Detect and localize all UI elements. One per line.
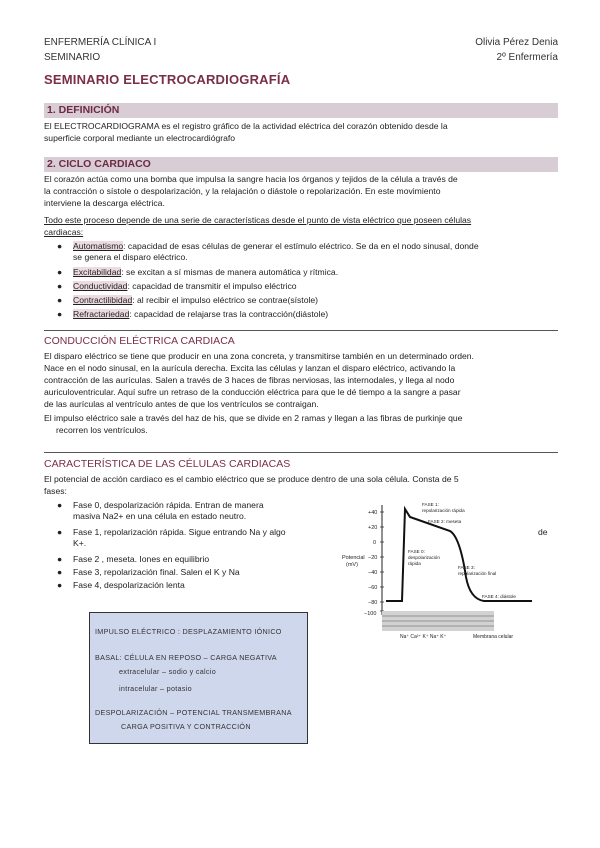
header-subject: ENFERMERÍA CLÍNICA I [44, 37, 157, 48]
membrane-label: Membrana celular [473, 634, 514, 640]
fase1-label: FASE 1: [422, 502, 439, 507]
conduccion-line-2: Nace en el nodo sinusal, en la aurícula derecha. Excita las células y lanzan el disparo eléctrico, activando la [44, 363, 456, 373]
conduccion-line-3: contracción de las aurículas. Salen a través de 3 haces de fibras nerviosas, las internodales, y llega al nodo [44, 375, 455, 385]
ciclo-p1-line-1: El corazón actúa como una bomba que impulsa la sangre hacia los órganos y tejidos de la célula a través de [44, 174, 458, 184]
figure-ylabel-1: Potencial [342, 555, 365, 561]
prop-term: Contractilibidad [73, 295, 133, 305]
ciclo-underline-line-1: Todo este proceso depende de una serie de características desde el punto de vista eléctrico que poseen células [44, 215, 472, 225]
box-line-6: CARGA POSITIVA Y CONTRACCIÓN [121, 722, 251, 731]
prop-text: : capacidad de relajarse tras la contracción(diástole) [129, 309, 329, 319]
prop-term: Automatismo [73, 241, 124, 251]
prop-term: Excitabilidad [73, 267, 122, 277]
header-author: Olivia Pérez Denia [475, 37, 558, 48]
fase1-desc: repolarización rápida [422, 508, 465, 513]
box-line-1: IMPULSO ELÉCTRICO : DESPLAZAMIENTO IÓNICO [95, 627, 282, 636]
tick-label: +40 [368, 510, 378, 516]
prop-text: : se excitan a sí mismas de manera automática y rítmica. [121, 267, 339, 277]
conduccion-line-7: recorren los ventrículos. [56, 425, 148, 435]
divider [44, 330, 558, 331]
fase-text: Fase 4, despolarización lenta [73, 580, 185, 590]
ciclo-underline-line-2: cardiacas: [44, 227, 84, 237]
ionic-summary-box [89, 612, 308, 744]
tick-label: 0 [373, 540, 377, 546]
fase-text: Fase 3, repolarización final. Salen el K y Na [73, 567, 240, 577]
section-definicion-bar [44, 103, 558, 118]
ion-labels: Na⁺ Ca²⁺ K⁺ Na⁺ K⁺ [400, 634, 447, 640]
header-type: SEMINARIO [44, 52, 101, 63]
section-definicion-heading: 1. DEFINICIÓN [47, 104, 120, 116]
divider [44, 452, 558, 453]
fase0-desc-2: rápida [408, 561, 421, 566]
action-potential-figure [342, 497, 536, 645]
fase-text-2: K+. [73, 538, 87, 549]
prop-text: : capacidad de transmitir el impulso eléctrico [127, 281, 297, 291]
fase3-label: FASE 3: [458, 565, 475, 570]
tick-label: −40 [368, 570, 378, 576]
box-line-2: BASAL: CÉLULA EN REPOSO – CARGA NEGATIVA [95, 653, 277, 662]
fase0-desc-1: despolarización [408, 555, 440, 560]
caracteristica-heading: CARACTERÍSTICA DE LAS CÉLULAS CARDIACAS [44, 458, 291, 470]
conduccion-line-5: de las aurículas al ventrículo antes de que los ventrículos se contraigan. [44, 399, 319, 409]
fase3-desc: repolarización final [458, 571, 497, 576]
prop-term: Conductividad [73, 281, 128, 291]
tick-label: −100 [364, 611, 377, 617]
fase-text-2: masiva Na2+ en una célula en estado neutro. [73, 511, 247, 522]
fase2-label: FASE 2: meseta [428, 519, 462, 524]
caracteristica-line-1: El potencial de acción cardiaco es el cambio eléctrico que se produce dentro de una sola célula. Consta de 5 [44, 474, 459, 484]
caracteristica-line-2: fases: [44, 486, 67, 496]
fase-text: Fase 2 , meseta. Iones en equilibrio [73, 554, 210, 564]
box-line-5: DESPOLARIZACIÓN – POTENCIAL TRANSMEMBRANA [95, 708, 292, 717]
ciclo-p1-line-2: la contracción o sístole o despolarización, y la relajación o diástole o repolarización. En este movimiento [44, 186, 441, 196]
tick-label: −80 [368, 600, 378, 606]
prop-text: : capacidad de esas células de generar el estímulo eléctrico. Se da en el nodo sinusal, donde [123, 241, 479, 251]
conduccion-line-4: auriculoventricular. Aquí sufre un retraso de la conducción eléctrica para que le dé tiempo a la sangre a pasar [44, 387, 461, 397]
prop-text-2: se genera el disparo eléctrico. [73, 252, 188, 263]
prop-term: Refractariedad [73, 309, 130, 319]
page-title: SEMINARIO ELECTROCARDIOGRAFÍA [44, 72, 291, 87]
definicion-line-1: El ELECTROCARDIOGRAMA es el registro gráfico de la actividad eléctrica del corazón obtenido desde la [44, 121, 448, 131]
fase-text: Fase 0, despolarización rápida. Entran de manera [73, 500, 264, 510]
fase4-label: FASE 4: diástole [482, 594, 516, 599]
definicion-line-2: superficie corporal mediante un electrocardiógrafo [44, 133, 236, 143]
figure-ylabel-2: (mV) [346, 562, 358, 568]
tick-label: −20 [368, 555, 378, 561]
conduccion-line-6: El impulso eléctrico sale a través del haz de his, que se divide en 2 ramas y llegan a las fibras de purkinje que [44, 413, 463, 423]
header-course: 2º Enfermería [496, 52, 558, 63]
tick-label: +20 [368, 525, 378, 531]
prop-text: : al recibir el impulso eléctrico se contrae(sístole) [132, 295, 319, 305]
conduccion-line-1: El disparo eléctrico se tiene que producir en una zona concreta, y transmitirse también en un determinado orden. [44, 351, 474, 361]
box-line-4: intracelular – potasio [119, 684, 192, 693]
fase-1-trailing: de [538, 527, 548, 537]
section-ciclo-heading: 2. CICLO CARDIACO [47, 158, 151, 170]
ciclo-p1-line-3: interviene la descarga eléctrica. [44, 198, 165, 208]
section-ciclo-bar [44, 157, 558, 172]
tick-label: −60 [368, 585, 378, 591]
fase0-label: FASE 0: [408, 549, 425, 554]
box-line-3: extracelular – sodio y calcio [119, 667, 216, 676]
conduccion-heading: CONDUCCIÓN ELÉCTRICA CARDIACA [44, 335, 235, 347]
fase-text: Fase 1, repolarización rápida. Sigue entrando Na y algo [73, 527, 286, 537]
